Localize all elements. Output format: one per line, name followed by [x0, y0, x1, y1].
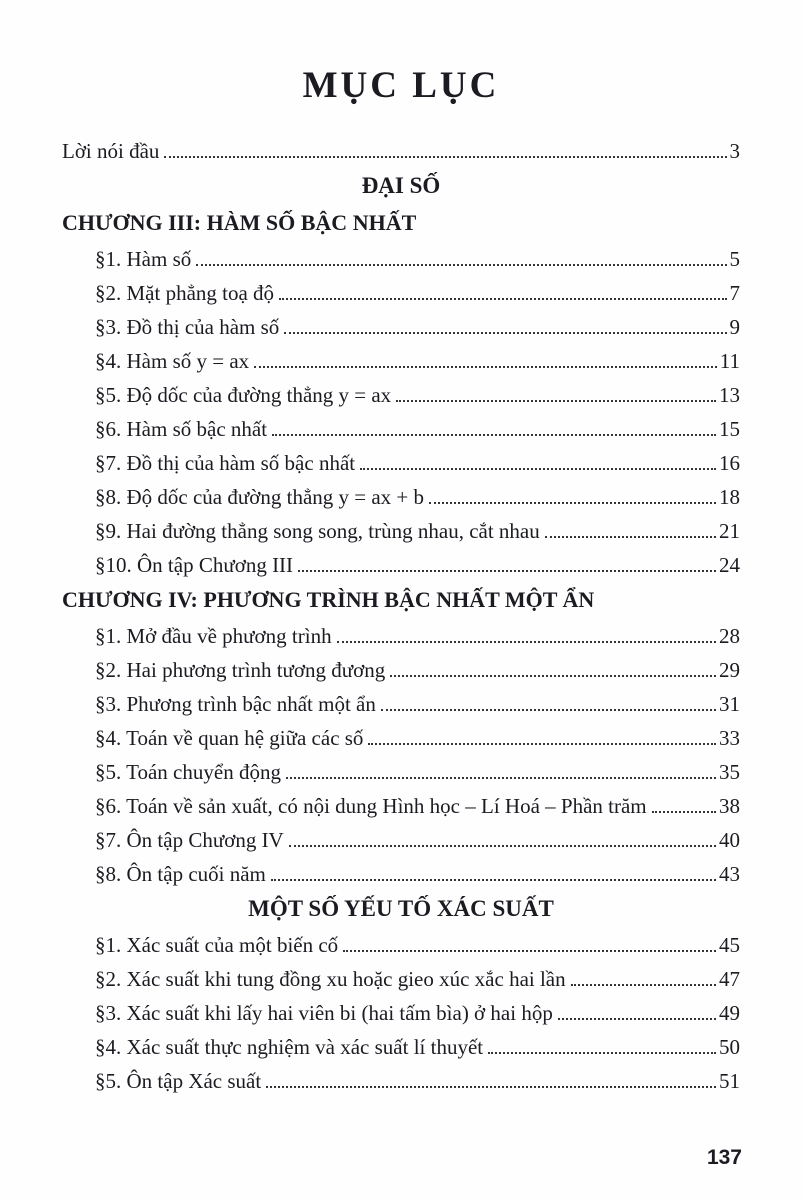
- toc-dots-leader: [368, 743, 716, 745]
- toc-entry-label: §5. Độ dốc của đường thẳng y = ax: [95, 383, 392, 407]
- toc-entry: [62, 657, 740, 683]
- chapter-heading: CHƯƠNG III: HÀM SỐ BẬC NHẤT: [62, 210, 417, 235]
- toc-entry-label: §6. Toán về sản xuất, có nội dung Hình học – Lí Hoá – Phần trăm: [95, 794, 647, 818]
- toc-entry: [62, 1034, 740, 1060]
- toc-entry-label: §4. Toán về quan hệ giữa các số: [95, 726, 364, 750]
- toc-entry: [62, 348, 740, 374]
- toc-entry: [62, 518, 740, 544]
- toc-entry-page-number: 45: [719, 933, 740, 957]
- toc-entry-page-number: 18: [719, 485, 740, 509]
- section-heading: MỘT SỐ YẾU TỐ XÁC SUẤT: [248, 896, 554, 921]
- toc-entry-label: §3. Đồ thị của hàm số: [95, 315, 280, 339]
- toc-entry-label: §3. Phương trình bậc nhất một ẩn: [95, 692, 376, 716]
- chapter-heading: CHƯƠNG IV: PHƯƠNG TRÌNH BẬC NHẤT MỘT ẨN: [62, 587, 595, 612]
- toc-entry: [62, 691, 740, 717]
- toc-entry-label: §2. Mặt phẳng toạ độ: [95, 281, 275, 305]
- toc-entry-page-number: 7: [729, 281, 740, 305]
- toc-entry: [62, 861, 740, 887]
- toc-entry-page-number: 40: [719, 828, 740, 852]
- toc-entry: [62, 382, 740, 408]
- toc-entry: [62, 725, 740, 751]
- toc-dots-leader: [164, 156, 726, 158]
- toc-entry-page-number: 21: [719, 519, 740, 543]
- toc-dots-leader: [545, 536, 716, 538]
- toc-entry: [62, 314, 740, 340]
- toc-entry: [62, 623, 740, 649]
- toc-entry-label: §8. Ôn tập cuối năm: [95, 862, 266, 886]
- toc-entry-label: §1. Hàm số: [95, 247, 192, 271]
- toc-entry-label: §7. Ôn tập Chương IV: [95, 828, 284, 852]
- toc-entry-label: §2. Hai phương trình tương đương: [95, 658, 386, 682]
- toc-entry: [62, 932, 740, 958]
- toc-entry: [62, 280, 740, 306]
- toc-entry-label: §7. Đồ thị của hàm số bậc nhất: [95, 451, 356, 475]
- toc-entry-page-number: 13: [719, 383, 740, 407]
- toc-entry-label: §1. Xác suất của một biến cố: [95, 933, 339, 957]
- toc-entry-page-number: 38: [719, 794, 740, 818]
- toc-entry-label: Lời nói đầu: [62, 139, 160, 163]
- toc-entry-page-number: 15: [719, 417, 740, 441]
- toc-entry-page-number: 33: [719, 726, 740, 750]
- folio-page-number: 137: [706, 1146, 742, 1169]
- toc-dots-leader: [429, 502, 716, 504]
- toc-entry-label: §9. Hai đường thẳng song song, trùng nhau, cắt nhau: [95, 519, 540, 543]
- toc-dots-leader: [271, 879, 716, 881]
- toc-dots-leader: [360, 468, 716, 470]
- toc-entry-page-number: 24: [719, 553, 740, 577]
- toc-dots-leader: [343, 950, 716, 952]
- toc-entry-label: §1. Mở đầu về phương trình: [95, 624, 332, 648]
- toc-entry-page-number: 51: [719, 1069, 740, 1093]
- toc-entry: [62, 552, 740, 578]
- toc-dots-leader: [272, 434, 716, 436]
- toc-entry: [62, 138, 740, 164]
- toc-entry: [62, 450, 740, 476]
- toc-dots-leader: [558, 1018, 716, 1020]
- toc-entry-page-number: 29: [719, 658, 740, 682]
- toc-entry-page-number: 28: [719, 624, 740, 648]
- toc-dots-leader: [390, 675, 716, 677]
- toc-dots-leader: [298, 570, 716, 572]
- toc-dots-leader: [279, 298, 726, 300]
- toc-dots-leader: [396, 400, 716, 402]
- toc-entry-label: §5. Toán chuyển động: [95, 760, 281, 784]
- toc-entry: [62, 246, 740, 272]
- toc-entry: [62, 827, 740, 853]
- toc-dots-leader: [196, 264, 726, 266]
- toc-dots-leader: [266, 1086, 716, 1088]
- toc-entry-page-number: 9: [729, 315, 740, 339]
- toc-entry-page-number: 43: [719, 862, 740, 886]
- toc-entry-page-number: 49: [719, 1001, 740, 1025]
- toc-entry-page-number: 50: [719, 1035, 740, 1059]
- toc-dots-leader: [284, 332, 726, 334]
- toc-dots-leader: [254, 366, 717, 368]
- toc-entry-page-number: 47: [719, 967, 740, 991]
- toc-entry: [62, 793, 740, 819]
- toc-dots-leader: [381, 709, 716, 711]
- toc-dots-leader: [571, 984, 716, 986]
- toc-entry-label: §6. Hàm số bậc nhất: [95, 417, 268, 441]
- toc-entry: [62, 484, 740, 510]
- toc-entry-page-number: 16: [719, 451, 740, 475]
- toc-entry-label: §8. Độ dốc của đường thẳng y = ax + b: [95, 485, 425, 509]
- toc-entry-page-number: 31: [719, 692, 740, 716]
- toc-entry: [62, 759, 740, 785]
- toc-entry-page-number: 35: [719, 760, 740, 784]
- section-heading: ĐẠI SỐ: [361, 173, 441, 198]
- toc-entry-page-number: 11: [719, 349, 740, 373]
- toc-entry-label: §2. Xác suất khi tung đồng xu hoặc gieo xúc xắc hai lần: [95, 967, 566, 991]
- toc-entry: [62, 416, 740, 442]
- toc-entry-label: §5. Ôn tập Xác suất: [95, 1069, 262, 1093]
- toc-dots-leader: [289, 845, 716, 847]
- table-of-contents: [62, 138, 740, 1094]
- toc-entry: [62, 966, 740, 992]
- page-title: MỤC LỤC: [302, 65, 500, 106]
- toc-entry-page-number: 3: [729, 139, 740, 163]
- toc-entry-label: §4. Hàm số y = ax: [95, 349, 250, 373]
- toc-entry-page-number: 5: [729, 247, 740, 271]
- toc-entry-label: §10. Ôn tập Chương III: [95, 553, 294, 577]
- toc-dots-leader: [337, 641, 716, 643]
- toc-entry-label: §4. Xác suất thực nghiệm và xác suất lí thuyết: [95, 1035, 484, 1059]
- toc-dots-leader: [652, 811, 716, 813]
- toc-entry-label: §3. Xác suất khi lấy hai viên bi (hai tấm bìa) ở hai hộp: [95, 1001, 553, 1025]
- toc-entry: [62, 1068, 740, 1094]
- toc-dots-leader: [286, 777, 716, 779]
- toc-entry: [62, 1000, 740, 1026]
- toc-dots-leader: [488, 1052, 716, 1054]
